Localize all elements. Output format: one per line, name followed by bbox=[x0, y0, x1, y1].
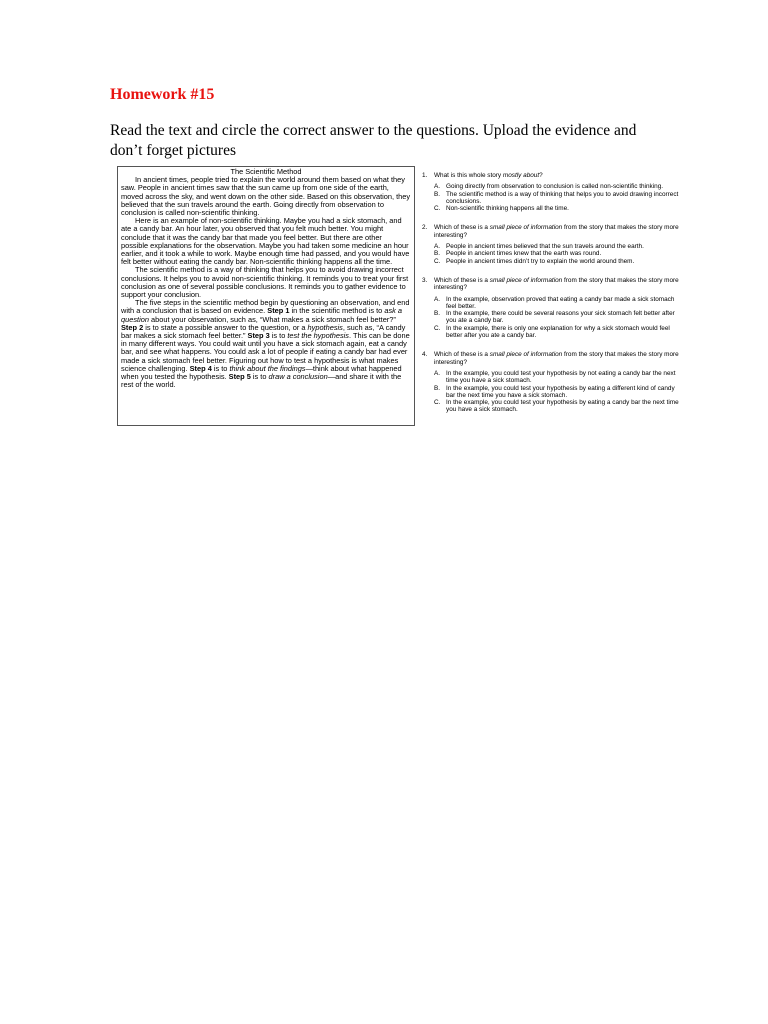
question-2 bbox=[422, 224, 680, 264]
stem-text: Which of these is a bbox=[434, 224, 490, 232]
paragraph-text: In ancient times, people tried to explain the world around them based on what they saw. People in ancient times saw that the sun came up from one side of the earth, moved across the sky, and went down on the other side. Based on this observation, they believed that the sun travels around the earth. Going directly from observation to conclusion is called non-scientific thinking. bbox=[121, 175, 411, 218]
option-text: Non-scientific thinking happens all the time. bbox=[446, 205, 569, 213]
option-letter: C. bbox=[434, 324, 441, 332]
paragraph-text: about your observation, such as, “What makes a sick stomach feel better?” bbox=[148, 314, 396, 324]
homework-title: Homework #15 bbox=[110, 86, 215, 103]
answer-option[interactable] bbox=[434, 310, 680, 325]
paragraph-text: is to bbox=[250, 372, 269, 382]
answer-options bbox=[434, 183, 680, 212]
step-label: Step 4 bbox=[189, 363, 212, 373]
option-letter: C. bbox=[434, 399, 441, 407]
emphasis-text: hypothesis bbox=[307, 322, 343, 332]
option-letter: A. bbox=[434, 183, 441, 191]
option-text: In the example, you could test your hypothesis by not eating a candy bar the next time you have a sick stomach. bbox=[446, 369, 676, 385]
question-text bbox=[434, 224, 680, 239]
stem-text: from the story that makes the story more interesting? bbox=[434, 351, 679, 366]
answer-option[interactable] bbox=[434, 399, 680, 414]
stem-text: ? bbox=[539, 172, 543, 179]
emphasis-text: think about the findings bbox=[229, 363, 306, 373]
question-text bbox=[434, 172, 543, 179]
paragraph-text: The five steps in the scientific method begin by questioning an observation, and end with a conclusion that is based on evidence. bbox=[121, 298, 410, 316]
passage-paragraph bbox=[121, 266, 411, 299]
answer-options bbox=[434, 370, 680, 414]
paragraph-text: —think about what happened when you tested the hypothesis. bbox=[121, 363, 402, 382]
paragraph-text: is to bbox=[269, 331, 288, 341]
step-label: Step 5 bbox=[228, 372, 251, 382]
answer-option[interactable] bbox=[434, 325, 680, 340]
passage-paragraph bbox=[121, 217, 411, 266]
option-text: People in ancient times believed that the sun travels around the earth. bbox=[446, 243, 644, 251]
option-text: In the example, observation proved that eating a candy bar made a sick stomach feel better. bbox=[446, 295, 675, 310]
emphasis-text: test the hypothesis bbox=[287, 331, 350, 341]
question-3 bbox=[422, 277, 680, 339]
paragraph-text: , such as, “A candy bar makes a sick stomach feel better.” bbox=[121, 322, 406, 341]
option-letter: B. bbox=[434, 250, 441, 258]
emphasis-text: draw a conclusion bbox=[268, 372, 328, 382]
answer-option[interactable] bbox=[434, 370, 680, 385]
question-text bbox=[434, 351, 680, 366]
answer-option[interactable] bbox=[434, 296, 680, 311]
option-text: People in ancient times knew that the earth was round. bbox=[446, 250, 602, 258]
paragraph-text: is to state a possible answer to the question, or a bbox=[143, 322, 308, 332]
stem-emphasis: small piece of information bbox=[489, 276, 563, 284]
option-letter: C. bbox=[434, 205, 441, 213]
answer-option[interactable] bbox=[434, 191, 680, 206]
option-letter: C. bbox=[434, 257, 441, 265]
option-letter: B. bbox=[434, 384, 441, 392]
emphasis-text: ask a question bbox=[121, 306, 403, 324]
question-number: 1. bbox=[422, 172, 428, 179]
option-text: The scientific method is a way of thinking that helps you to avoid drawing incorrect conclusions. bbox=[446, 190, 679, 205]
question-stem bbox=[422, 277, 680, 292]
option-letter: A. bbox=[434, 243, 441, 251]
paragraph-text: . This can be done in many different ways. You could wait until you have a sick stomach again, eat a candy bar, and see what happens. You could ask a lot of people if eating a candy bar had ever made a sick stomach feel better. Figuring out how to test a hypothesis is what makes science challenging. bbox=[121, 331, 410, 373]
stem-text: Which of these is a bbox=[434, 276, 490, 284]
paragraph-text: The scientific method is a way of thinking that helps you to avoid drawing incorrect conclusions. It helps you to avoid non-scientific thinking. It reminds you to treat your first conclusion as one of several possible conclusions. It reminds you to gather evidence to support your conclusion. bbox=[121, 265, 409, 300]
question-number: 3. bbox=[422, 276, 428, 284]
option-letter: B. bbox=[434, 190, 441, 198]
question-text bbox=[434, 277, 680, 292]
question-stem bbox=[422, 224, 680, 239]
answer-option[interactable] bbox=[434, 385, 680, 400]
answer-option[interactable] bbox=[434, 183, 680, 190]
paragraph-text: in the scientific method is to bbox=[289, 306, 385, 316]
passage-title: The Scientific Method bbox=[230, 167, 302, 176]
option-text: In the example, you could test your hypothesis by eating a candy bar the next time you have a sick stomach. bbox=[446, 399, 679, 414]
reading-passage bbox=[117, 166, 415, 426]
stem-emphasis: small piece of information bbox=[489, 351, 563, 359]
option-letter: A. bbox=[434, 295, 441, 303]
step-label: Step 1 bbox=[267, 306, 290, 316]
answer-options bbox=[434, 243, 680, 265]
question-number: 2. bbox=[422, 224, 428, 232]
answer-option[interactable] bbox=[434, 205, 680, 212]
passage-paragraph bbox=[121, 299, 411, 389]
questions-list bbox=[422, 172, 680, 426]
passage-paragraph bbox=[121, 176, 411, 217]
step-label: Step 3 bbox=[247, 331, 270, 341]
question-number: 4. bbox=[422, 351, 428, 359]
stem-text: Which of these is a bbox=[434, 351, 490, 359]
answer-option[interactable] bbox=[434, 243, 680, 250]
stem-text: What is this whole story bbox=[434, 172, 503, 179]
option-text: In the example, there could be several reasons your sick stomach felt better after you ate a candy bar. bbox=[446, 310, 675, 325]
answer-option[interactable] bbox=[434, 258, 680, 265]
stem-text: from the story that makes the story more interesting? bbox=[434, 224, 679, 239]
paragraph-text: is to bbox=[211, 363, 230, 373]
question-1 bbox=[422, 172, 680, 212]
stem-emphasis: mostly about bbox=[502, 172, 540, 179]
paragraph-text: —and share it with the rest of the world. bbox=[121, 372, 402, 390]
question-stem bbox=[422, 172, 680, 179]
question-4 bbox=[422, 351, 680, 413]
stem-text: from the story that makes the story more interesting? bbox=[434, 276, 679, 292]
question-stem bbox=[422, 351, 680, 366]
answer-options bbox=[434, 296, 680, 340]
instructions: Read the text and circle the correct answer to the questions. Upload the evidence and don’t forget pictures bbox=[110, 122, 637, 159]
option-letter: B. bbox=[434, 310, 441, 318]
option-text: People in ancient times didn’t try to explain the world around them. bbox=[446, 257, 635, 265]
stem-emphasis: small piece of information bbox=[489, 224, 563, 232]
option-text: Going directly from observation to conclusion is called non-scientific thinking. bbox=[446, 183, 664, 191]
option-text: In the example, there is only one explanation for why a sick stomach would feel better after you ate a candy bar. bbox=[446, 324, 670, 340]
option-letter: A. bbox=[434, 369, 441, 377]
step-label: Step 2 bbox=[121, 322, 144, 332]
option-text: In the example, you could test your hypothesis by eating a different kind of candy bar the next time you have a sick stomach. bbox=[446, 384, 675, 399]
answer-option[interactable] bbox=[434, 250, 680, 257]
paragraph-text: Here is an example of non-scientific thinking. Maybe you had a sick stomach, and ate a candy bar. An hour later, you observed that you felt much better. You might conclude that it was the candy bar that made you feel better. But there are other possible explanations for the observation. Maybe you had taken some medicine an hour earlier, and it took a while to work. Maybe enough time had passed, and you would have felt better without eating the candy bar. Non-scientific thinking happens all the time. bbox=[121, 216, 410, 267]
